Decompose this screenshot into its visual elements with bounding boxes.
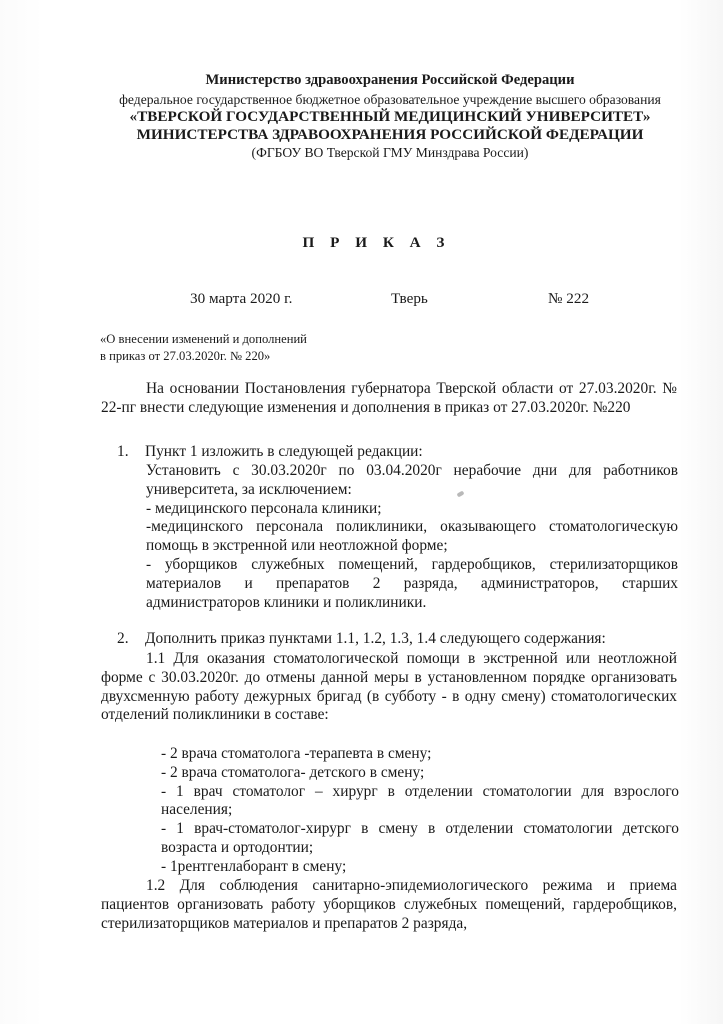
header-ministry: Министерство здравоохранения Российской Федерации [205, 72, 575, 88]
document-title: П Р И К А З [302, 234, 451, 251]
order-city: Тверь [391, 290, 428, 307]
subject-line-2: в приказ от 27.03.2020г. № 220» [100, 349, 271, 363]
item-1-number: 1. [117, 443, 129, 460]
staff-item: - 2 врача стоматолога- детского в смену; [161, 763, 425, 781]
exception-item: -медицинского персонала поликлиники, оказывающего стоматологическую помощь в экстренной или неотложной форме; [146, 518, 678, 555]
item-1-body [146, 462, 678, 612]
staff-item: - 1рентгенлаборант в смену; [161, 857, 347, 875]
header-federal-line: федеральное государственное бюджетное образовательное учреждение высшего образования [119, 92, 661, 107]
paragraph-1-2: 1.2 Для соблюдения санитарно-эпидемиологического режима и приема пациентов организовать работу уборщиков служебных помещений, гардеробщиков, стерилизаторщиков материалов и препаратов 2 разряда, [101, 877, 677, 932]
header-abbreviation: (ФГБОУ ВО Тверской ГМУ Минздрава России) [251, 145, 529, 160]
exception-item: - медицинского персонала клиники; [146, 499, 382, 517]
item-1-heading [117, 443, 677, 462]
order-number: № 222 [548, 290, 590, 307]
staff-item: - 1 врач-стоматолог-хирург в смену в отделении стоматологии детского возраста и ортодонтии; [161, 820, 679, 856]
header-university: «ТВЕРСКОЙ ГОСУДАРСТВЕННЫЙ МЕДИЦИНСКИЙ УНИВЕРСИТЕТ» [129, 108, 651, 125]
subject-line-1: «О внесении изменений и дополнений [100, 332, 307, 346]
intro-paragraph: На основании Постановления губернатора Тверской области от 27.03.2020г. № 22-пг внести следующие изменения и дополнения в приказ от 27.03.2020г. №220 [101, 380, 677, 416]
order-subject [100, 331, 307, 365]
exception-item: - уборщиков служебных помещений, гардеробщиков, стерилизаторщиков материалов и препаратов 2 разряда, администраторов, старших администраторов клиники и поликлиники. [146, 555, 678, 611]
staff-item: - 1 врач стоматолог – хирург в отделении стоматологии для взрослого населения; [161, 782, 679, 819]
order-date: 30 марта 2020 г. [190, 290, 293, 307]
item-1-text: Установить с 30.03.2020г по 03.04.2020г нерабочие дни для работников университета, за исключением: [146, 462, 678, 498]
item-2-heading-text: Дополнить приказ пунктами 1.1, 1.2, 1.3, 1.4 следующего содержания: [145, 630, 606, 647]
item-2-heading [117, 630, 677, 649]
paragraph-1-1: 1.1 Для оказания стоматологической помощи в экстренной или неотложной форме с 30.03.2020г. до отмены данной меры в установленном порядке организовать двухсменную работу дежурных бригад (в субботу - в одну смену) стоматологических отделений поликлиники в составе: [101, 650, 677, 724]
staff-list [161, 745, 679, 877]
item-2-number: 2. [117, 630, 129, 647]
header-ministry-caps: МИНИСТЕРСТВА ЗДРАВООХРАНЕНИЯ РОССИЙСКОЙ ФЕДЕРАЦИИ [136, 126, 644, 143]
item-1-heading-text: Пункт 1 изложить в следующей редакции: [145, 443, 423, 460]
staff-item: - 2 врача стоматолога -терапевта в смену; [161, 745, 432, 762]
